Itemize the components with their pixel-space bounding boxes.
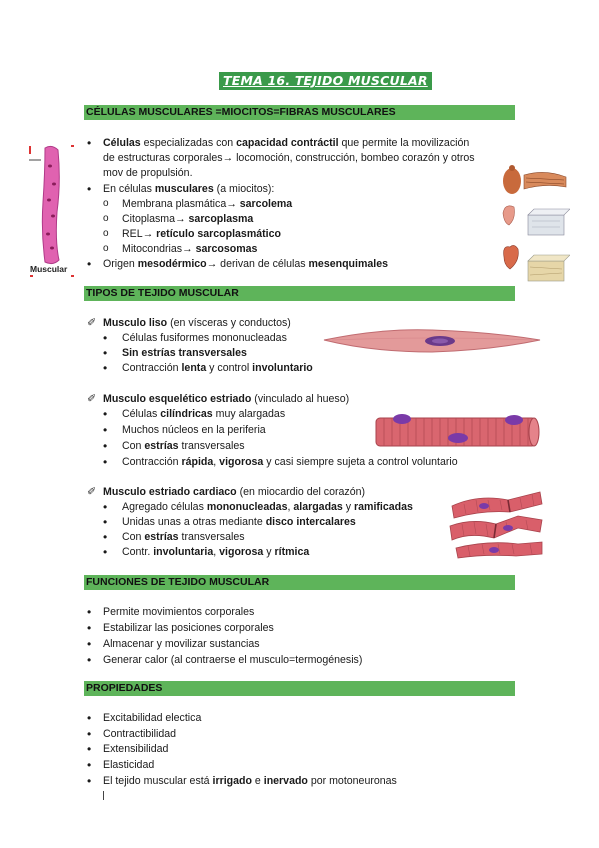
text-celulas-3: mov de propulsión.: [103, 167, 193, 179]
heading-cardiaco: Musculo estriado cardiaco (en miocardio del corazón): [103, 486, 366, 498]
heading-liso: Musculo liso (en vísceras y conductos): [103, 317, 291, 329]
bullet: •: [87, 257, 92, 271]
bullet: •: [87, 711, 92, 725]
text-line: Células fusiformes mononucleadas: [122, 332, 287, 344]
bullet: •: [87, 774, 92, 788]
bullet: •: [103, 530, 108, 544]
stomach-figure: [503, 206, 514, 225]
text-line: Sin estrías transversales: [122, 347, 247, 359]
page-title: TEMA 16. TEJIDO MUSCULAR: [219, 72, 432, 90]
list-item: Generar calor (al contraerse el musculo=termogénesis): [103, 654, 363, 666]
text-origen: Origen mesodérmico→ derivan de células mesenquimales: [103, 258, 389, 270]
text-celulas-2: de estructuras corporales→ locomoción, construcción, bombeo corazón y otros: [103, 152, 475, 164]
heart-figure: [504, 245, 519, 269]
section-header-funciones: FUNCIONES DE TEJIDO MUSCULAR: [84, 575, 515, 590]
sub-item: Citoplasma→ sarcoplasma: [122, 213, 254, 225]
sub-bullet: o: [103, 213, 109, 224]
cardiac-muscle-illustration: [448, 486, 544, 560]
text-celulas: Células especializadas con capacidad contráctil que permite la movilización: [103, 137, 470, 149]
bullet: •: [87, 136, 92, 150]
bullet: •: [103, 361, 108, 375]
bullet: •: [103, 439, 108, 453]
section-header-propiedades: PROPIEDADES: [84, 681, 515, 696]
bullet: •: [87, 758, 92, 772]
section-header-celulas: CÉLULAS MUSCULARES =MIOCITOS=FIBRAS MUSCULARES: [84, 105, 515, 120]
bullet: •: [103, 423, 108, 437]
bullet: •: [103, 545, 108, 559]
bullet: •: [87, 621, 92, 635]
feather-bullet-icon: ✐: [87, 317, 97, 329]
fiber-label: Muscular: [30, 264, 68, 274]
text-cursor: [103, 791, 104, 800]
smooth-muscle-cell-illustration: [322, 322, 542, 358]
sub-bullet: o: [103, 228, 109, 239]
sub-item: REL→ retículo sarcoplasmático: [122, 228, 281, 240]
sub-item: Membrana plasmática→ sarcolema: [122, 198, 293, 210]
bullet: •: [103, 331, 108, 345]
text-line: Con estrías transversales: [122, 531, 245, 543]
skeletal-muscle-figure: [503, 165, 566, 194]
muscle-types-illustration: [500, 165, 570, 285]
bullet: •: [103, 346, 108, 360]
list-item: El tejido muscular está irrigado e inervado por motoneuronas: [103, 775, 397, 787]
feather-bullet-icon: ✐: [87, 393, 97, 405]
list-item: Almacenar y movilizar sustancias: [103, 638, 260, 650]
bullet: •: [87, 182, 92, 196]
muscle-fiber-illustration: [27, 142, 77, 280]
text-line: Contracción rápida, vigorosa y casi siempre sujeta a control voluntario: [122, 456, 458, 468]
list-item: Excitabilidad electica: [103, 712, 202, 724]
list-item: Extensibilidad: [103, 743, 169, 755]
skeletal-muscle-fiber-illustration: [374, 412, 540, 452]
bullet: •: [87, 605, 92, 619]
list-item: Estabilizar las posiciones corporales: [103, 622, 274, 634]
sub-bullet: o: [103, 243, 109, 254]
bullet: •: [87, 637, 92, 651]
text-line: Muchos núcleos en la periferia: [122, 424, 266, 436]
sub-bullet: o: [103, 198, 109, 209]
text-line: Células cilíndricas muy alargadas: [122, 408, 286, 420]
text-line: Con estrías transversales: [122, 440, 245, 452]
bullet: •: [87, 727, 92, 741]
bullet: •: [103, 455, 108, 469]
heading-esqueletico: Musculo esquelético estriado (vinculado al hueso): [103, 393, 350, 405]
bullet: •: [103, 500, 108, 514]
list-item: Elasticidad: [103, 759, 155, 771]
section-header-tipos: TIPOS DE TEJIDO MUSCULAR: [84, 286, 515, 301]
bullet: •: [87, 742, 92, 756]
cardiac-tissue-block: [528, 255, 570, 281]
list-item: Permite movimientos corporales: [103, 606, 255, 618]
bullet: •: [103, 407, 108, 421]
list-item: Contractibilidad: [103, 728, 177, 740]
text-line: Contr. involuntaria, vigorosa y rítmica: [122, 546, 310, 558]
text-line: Agregado células mononucleadas, alargadas y ramificadas: [122, 501, 413, 513]
smooth-tissue-block: [528, 209, 570, 235]
text-line: Unidas unas a otras mediante disco intercalares: [122, 516, 356, 528]
bullet: •: [87, 653, 92, 667]
bullet: •: [103, 515, 108, 529]
sub-item: Mitocondrias→ sarcosomas: [122, 243, 258, 255]
text-line: Contracción lenta y control involuntario: [122, 362, 313, 374]
text-en-celulas: En células musculares (a miocitos):: [103, 183, 275, 195]
feather-bullet-icon: ✐: [87, 486, 97, 498]
